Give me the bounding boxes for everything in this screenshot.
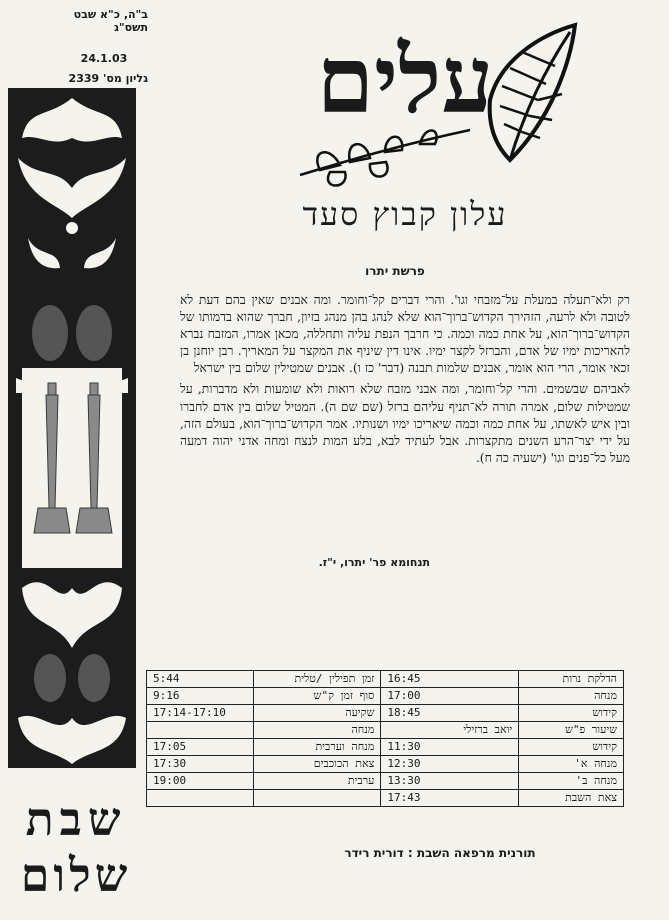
table-row [147, 705, 624, 722]
schedule-label: מנחה [519, 688, 624, 705]
table-row [147, 688, 624, 705]
schedule-time: 18:45 [381, 705, 519, 722]
schedule-time: 16:45 [381, 671, 519, 688]
schedule-label: מנחה ב' [519, 773, 624, 790]
schedule-time: 17:05 [147, 739, 254, 756]
schedule-time [147, 722, 254, 739]
schedule-time: 19:00 [147, 773, 254, 790]
decorative-side-panel [8, 88, 136, 768]
schedule-label: שיעור פ"ש [519, 722, 624, 739]
table-row [147, 739, 624, 756]
schedule-label [253, 790, 381, 807]
table-row [147, 773, 624, 790]
schedule-label: צאת השבת [519, 790, 624, 807]
text-source: תנחומא פר' יתרו, י"ז. [318, 556, 430, 569]
text-paragraph-2: לאביהם שבשמים. והרי קל־וחומר, ומה אבני מזבח שלא רואות ולא שומעות ולא מדברות, על שמטילות שלום, אמרה תורה לא־תניף עליהם ברזל (שם שם ה). המטיל שלום בין אדם לחברו ובין איש לאשתו, על אחת כמה וכמה שיאריכו ימיו ושנותיו. אמר הקדוש־ברוך־הוא, בעולם הזה, על ידי יצר־הרע השנים מתקצרות. אבל לעתיד לבא, בלע המות לנצח ומחה אדני יהוה דמעה מעל כל־פנים וגו' (ישעיה כה ח). [180, 382, 630, 465]
schedule-label: מנחה [253, 722, 381, 739]
schedule-time: 17:14-17:10 [147, 705, 254, 722]
duty-nurse-note: תורנית מרפאה השבת : דורית רידר [344, 846, 536, 860]
issue-number: גליון מס' 2339 [68, 72, 148, 85]
schedule-label: קידוש [519, 739, 624, 756]
torah-text [180, 292, 630, 471]
shabbat-word: שבת [25, 792, 127, 846]
schedule-label: קידוש [519, 705, 624, 722]
hebrew-date: ב"ה, כ"א שבט תשס"ג [73, 8, 148, 34]
newsletter-subtitle: עלון קבוץ סעד [302, 195, 508, 233]
schedule-label: שקיעה [253, 705, 381, 722]
schedule-label: סוף זמן ק"ש [253, 688, 381, 705]
table-row [147, 790, 624, 807]
parasha-heading: פרשת יתרו [365, 264, 425, 278]
table-row [147, 722, 624, 739]
schedule-label: ערבית [253, 773, 381, 790]
schedule-table [146, 670, 624, 807]
table-row [147, 671, 624, 688]
shalom-word: שלום [20, 848, 132, 902]
schedule-label: הדלקת נרות [519, 671, 624, 688]
schedule-time: יואב ברזילי [381, 722, 519, 739]
logo-title: עלים [316, 26, 494, 134]
text-paragraph-1: רק ולא־תעלה במעלת על־מזבחי וגו'. והרי דברים קל־וחומר. ומה אבנים שאין בהם דעת לא לטובה ולא לרעה, הזהירך הקדוש־ברוך־הוא שלא לנהג בהן מנהג בזיון, חברך שהוא בדמותו של הקדוש־ברוך־הוא, על אחת כמה וכמה. כי חרבך הנפת עליה ותחללה, מכאן אמרו, המזבח נברא להאריכות ימיו של אדם, והברזל לקצר ימיו. אינו דין שיניף את המקצר על המאריך. רבן יוחנן בן זכאי אומר, הרי הוא אומר, אבנים שלמות תבנה (דבר' כז ו). אבנים שמטילין שלום בין ישראל [180, 293, 630, 376]
schedule-time: 17:43 [381, 790, 519, 807]
schedule-time: 17:00 [381, 688, 519, 705]
schedule-label: מנחה א' [519, 756, 624, 773]
schedule-time: 11:30 [381, 739, 519, 756]
table-row [147, 756, 624, 773]
schedule-time: 13:30 [381, 773, 519, 790]
schedule-label: מנחה וערבית [253, 739, 381, 756]
schedule-time: 12:30 [381, 756, 519, 773]
civil-date: 24.1.03 [80, 52, 128, 65]
schedule-label: צאת הכוכבים [253, 756, 381, 773]
schedule-time: 5:44 [147, 671, 254, 688]
schedule-time: 9:16 [147, 688, 254, 705]
schedule-label: זמן תפילין /טלית [253, 671, 381, 688]
schedule-time: 17:30 [147, 756, 254, 773]
schedule-time [147, 790, 254, 807]
